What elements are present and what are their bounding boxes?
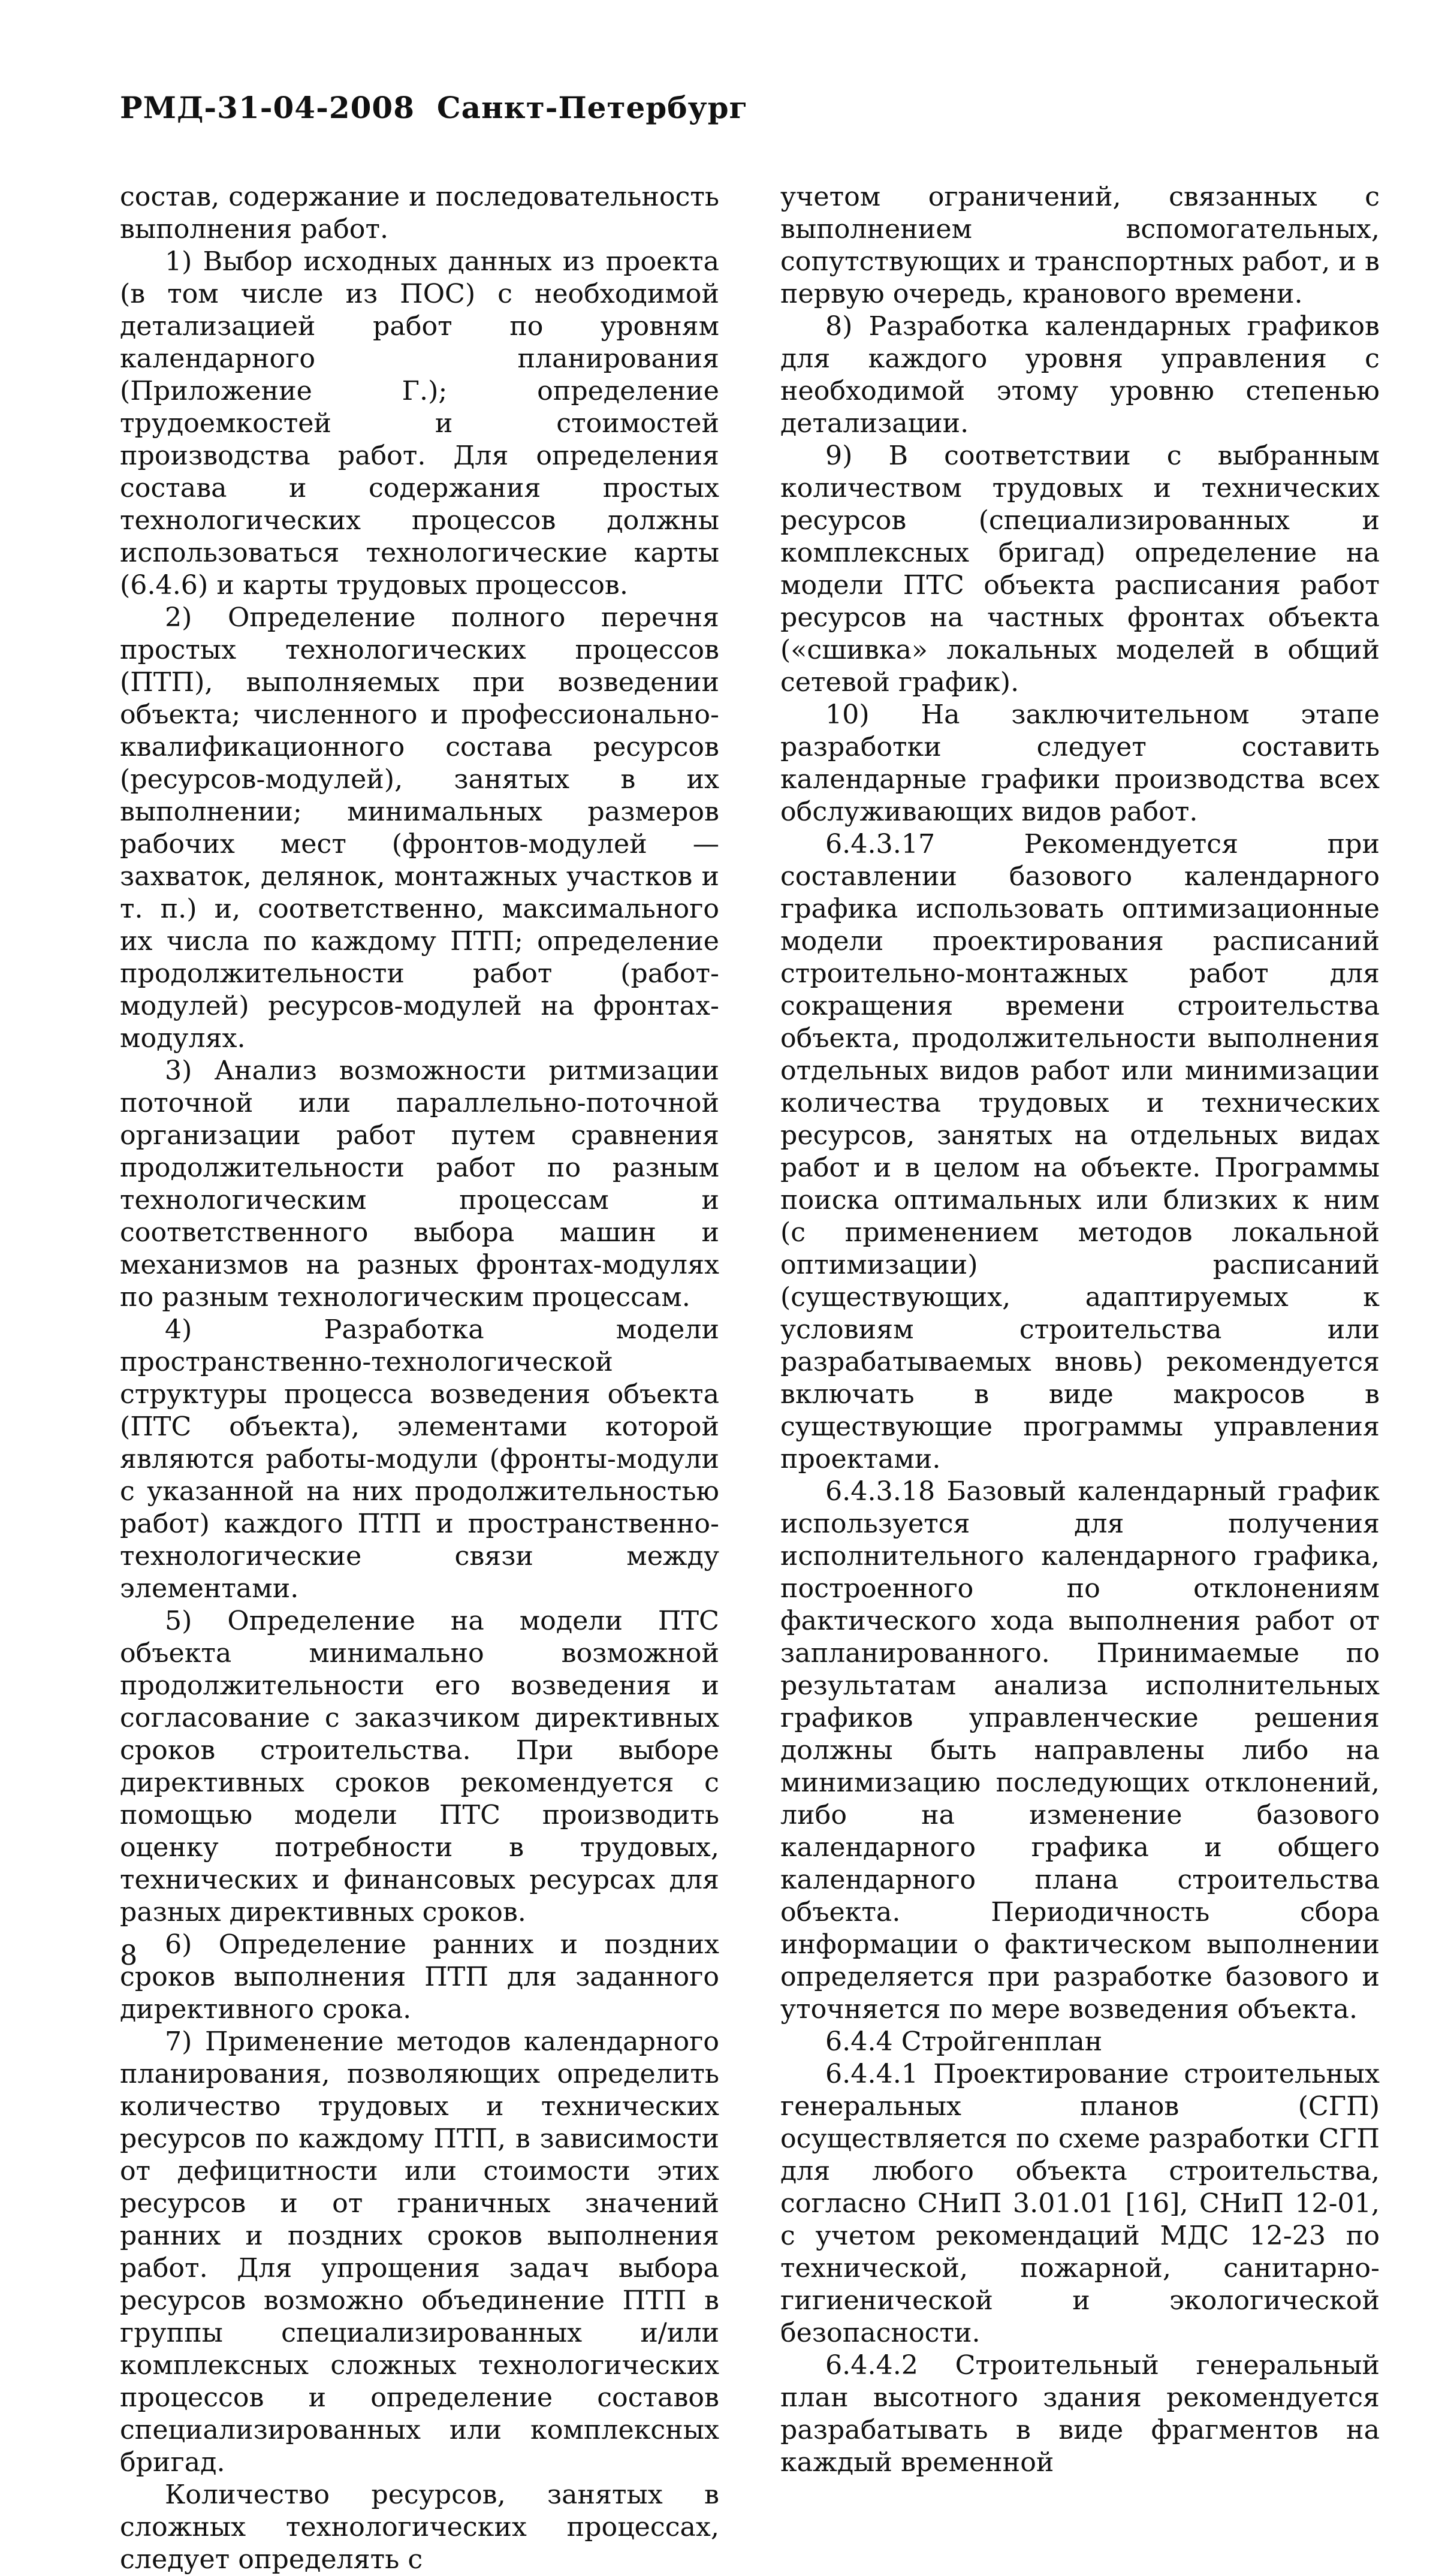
left-column: [120, 181, 719, 2576]
right-column: [780, 181, 1380, 2479]
paragraph: 7) Применение методов календарного планирования, позволяющих определить количество трудовых и технических ресурсов по каждому ПТП, в зависимости от дефицитности или стоимости этих ресурсов и от граничных значений ранних и поздних сроков выполнения работ. Для упрощения задач выбора ресурсов возможно объединение ПТП в группы специализированных и/или комплексных сложных технологических процессов и определение составов специализированных или комплексных бригад.: [120, 2026, 719, 2478]
paragraph: 5) Определение на модели ПТС объекта минимально возможной продолжительности его возведения и согласование с заказчиком директивных сроков строительства. При выборе директивных сроков рекомендуется с помощью модели ПТС производить оценку потребности в трудовых, технических и финансовых ресурсах для разных директивных сроков.: [120, 1606, 719, 1928]
running-header: [120, 90, 748, 125]
document-code: РМД-31-04-2008: [120, 90, 415, 125]
paragraph: 4) Разработка модели пространственно-технологической структуры процесса возведения объекта (ПТС объекта), элементами которой являются работы-модули (фронты-модули с указанной на них продолжительностью работ) каждого ПТП и пространственно-технологические связи между элементами.: [120, 1314, 719, 1604]
header-city: Санкт-Петербург: [436, 90, 749, 125]
paragraph: 6.4.3.17 Рекомендуется при составлении базового календарного графика использовать оптимизационные модели проектирования расписаний строительно-монтажных работ для сокращения времени строительства объекта, продолжительности выполнения отдельных видов работ или минимизации количества трудовых и технических ресурсов, занятых на отдельных видах работ и в целом на объекте. Программы поиска оптимальных или близких к ним (с применением методов локальной оптимизации) расписаний (существующих, адаптируемых к условиям строительства или разрабатываемых вновь) рекомендуется включать в виде макросов в существующие программы управления проектами.: [780, 829, 1380, 1474]
paragraph: 6.4.4.1 Проектирование строительных генеральных планов (СГП) осуществляется по схеме разработки СГП для любого объекта строительства, согласно СНиП 3.01.01 [16], СНиП 12-01, с учетом рекомендаций МДС 12-23 по технической, пожарной, санитарно-гигиенической и экологической безопасности.: [780, 2059, 1380, 2348]
paragraph: 8) Разработка календарных графиков для каждого уровня управления с необходимой этому уровню степенью детализации.: [780, 311, 1380, 439]
paragraph: 6.4.3.18 Базовый календарный график используется для получения исполнительного календарного графика, построенного по отклонениям фактического хода выполнения работ от запланированного. Принимаемые по результатам анализа исполнительных графиков управленческие решения должны быть направлены либо на минимизацию последующих отклонений, либо на изменение базового календарного графика и общего календарного плана строительства объекта. Периодичность сбора информации о фактическом выполнении определяется при разработке базового и уточняется по мере возведения объекта.: [780, 1476, 1380, 2025]
section-heading: 6.4.4 Стройгенплан: [825, 2026, 1103, 2057]
paragraph: 2) Определение полного перечня простых технологических процессов (ПТП), выполняемых при возведении объекта; численного и профессионально-квалификационного состава ресурсов (ресурсов-модулей), занятых в их выполнении; минимальных размеров рабочих мест (фронтов-модулей — захваток, делянок, монтажных участков и т. п.) и, соответственно, максимального их числа по каждому ПТП; определение продолжительности работ (работ-модулей) ресурсов-модулей на фронтах-модулях.: [120, 602, 719, 1054]
paragraph: состав, содержание и последовательность выполнения работ.: [120, 182, 719, 245]
paragraph: учетом ограничений, связанных с выполнением вспомогательных, сопутствующих и транспортных работ, и в первую очередь, кранового времени.: [780, 182, 1380, 309]
paragraph: 6) Определение ранних и поздних сроков выполнения ПТП для заданного директивного срока.: [120, 1929, 719, 2025]
paragraph: 3) Анализ возможности ритмизации поточной или параллельно-поточной организации работ путем сравнения продолжительности работ по разным технологическим процессам и соответственного выбора машин и механизмов на разных фронтах-модулях по разным технологическим процессам.: [120, 1055, 719, 1313]
paragraph: 9) В соответствии с выбранным количеством трудовых и технических ресурсов (специализированных и комплексных бригад) определение на модели ПТС объекта расписания работ ресурсов на частных фронтах объекта («сшивка» локальных моделей в общий сетевой график).: [780, 441, 1380, 698]
paragraph: Количество ресурсов, занятых в сложных технологических процессах, следует определять с: [120, 2480, 719, 2575]
page-number: 8: [120, 1939, 138, 1971]
paragraph: 1) Выбор исходных данных из проекта (в том числе из ПОС) с необходимой детализацией работ по уровням календарного планирования (Приложение Г.); определение трудоемкостей и стоимостей производства работ. Для определения состава и содержания простых технологических процессов должны использоваться технологические карты (6.4.6) и карты трудовых процессов.: [120, 246, 719, 601]
paragraph: 6.4.4.2 Строительный генеральный план высотного здания рекомендуется разрабатывать в виде фрагментов на каждый временной: [780, 2350, 1380, 2478]
paragraph: 10) На заключительном этапе разработки следует составить календарные графики производства всех обслуживающих видов работ.: [780, 699, 1380, 827]
